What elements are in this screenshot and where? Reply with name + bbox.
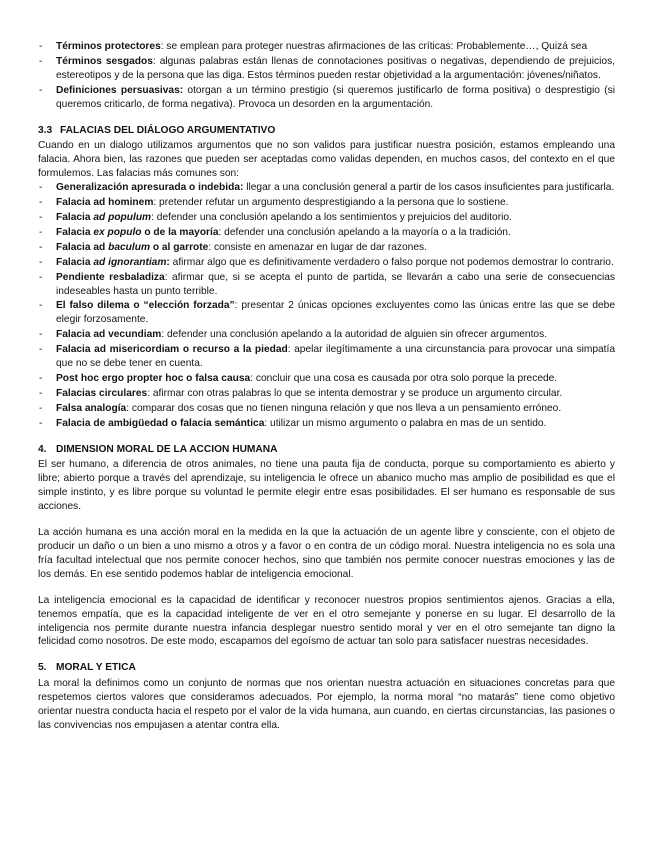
list-item: - Falacia ad ignorantiam: afirmar algo que es definitivamente verdadero o falso porque not podemos demostrar lo contrario. xyxy=(38,256,615,270)
paragraph: La inteligencia emocional es la capacidad de identificar y reconocer nuestros propios sentimientos ajenos. Gracias a ella, tenemos empatía, que es la capacidad inteligente de ver en el otro semejante y ponerse en su lugar. El desarrollo de la inteligencia nos permite durante nuestra infancia desplegar nuestro sentido moral y ver en el otro semejante tan digno la felicidad como nosotros. De este modo, escapamos del egoísmo de actuar tan solo para satisfacer nuestras necesidades. xyxy=(38,594,615,648)
rhetoric-terms-list xyxy=(38,40,615,112)
list-item: - Términos protectores: se emplean para proteger nuestras afirmaciones de las críticas: Probablemente…, Quizá sea xyxy=(38,40,615,54)
list-item: - Falacia de ambigüedad o falacia semántica: utilizar un mismo argumento o palabra en mas de un sentido. xyxy=(38,417,615,431)
list-item: - Generalización apresurada o indebida: llegar a una conclusión general a partir de los casos insuficientes para justificarla. xyxy=(38,181,615,195)
paragraph: La moral la definimos como un conjunto de normas que nos orientan nuestra actuación en situaciones concretas para que respetemos ciertos valores que consideramos adecuados. Por ejemplo, la norma moral “no matarás” tiene como objetivo orientar nuestra conducta hacia el respeto por el valor de la vida humana, aun cuando, en ciertas circunstancias, las pasiones o las convivencias nos empujasen a atentar contra ella. xyxy=(38,678,615,731)
list-item: - Falacia ex populo o de la mayoría: defender una conclusión apelando a la mayoría o a la tradición. xyxy=(38,226,615,240)
paragraph: El ser humano, a diferencia de otros animales, no tiene una pauta fija de conducta, porque su comportamiento es abierto y libre; abierto porque a través del aprendizaje, su inteligencia le ofrece un abanico mucho mas amplio de posibilidad es que el simple instinto, y es libre porque su voluntad le permite elegir entre esas posibilidades. El ser humano es responsable de sus acciones. xyxy=(38,459,615,513)
list-item: - Falsa analogía: comparar dos cosas que no tienen ninguna relación y que nos lleva a un pensamiento erróneo. xyxy=(38,402,615,416)
section-heading: 3.3 FALACIAS DEL DIÁLOGO ARGUMENTATIVO xyxy=(38,124,276,136)
paragraph: La acción humana es una acción moral en la medida en la que la actuación de un agente libre y consciente, con el objeto de producir un daño o un bien a uno mismo a otros y a favor o en contra de un código moral. Nuestra inteligencia no es sola una fría facultad intelectual que nos permite conocer hechos, sino que también nos permite conocer nuestras emociones y las de los demás. En ese sentido podemos hablar de inteligencia emocional. xyxy=(38,527,615,580)
list-item: - Pendiente resbaladiza: afirmar que, si se acepta el punto de partida, se llevarán a cabo una serie de consecuencias indeseables hasta un punto terrible. xyxy=(38,271,615,299)
section-heading: 5. MORAL Y ETICA xyxy=(38,662,136,674)
list-item: - El falso dilema o “elección forzada”: presentar 2 únicas opciones excluyentes como las únicas entre las que se debe elegir forzosamente. xyxy=(38,299,615,327)
list-item: - Términos sesgados: algunas palabras están llenas de connotaciones positivas o negativas, dependiendo de prejuicios, estereotipos y de la persona que las diga. Estos términos pueden restar objetividad a la argumentación: jóvenes/niñatos. xyxy=(38,55,615,83)
list-item: - Falacia ad baculum o al garrote: consiste en amenazar en lugar de dar razones. xyxy=(38,241,615,255)
list-item: - Falacia ad hominem: pretender refutar un argumento desprestigiando a la persona que lo sostiene. xyxy=(38,196,615,210)
section-intro: Cuando en un dialogo utilizamos argumentos que no son validos para justificar nuestra posición, estamos empleando una falacia. Ahora bien, las razones que pueden ser aceptadas como validas dependen, en muchos casos, del contexto en el que formulemos. Las falacias más comunes son: xyxy=(38,140,615,180)
list-item: - Falacia ad populum: defender una conclusión apelando a los sentimientos y prejuicios del auditorio. xyxy=(38,211,615,225)
list-item: - Falacia ad vecundiam: defender una conclusión apelando a la autoridad de alguien sin ofrecer argumentos. xyxy=(38,328,615,342)
list-item: - Falacia ad misericordiam o recurso a la piedad: apelar ilegítimamente a una circunstancia para provocar una simpatía que no se debe tener en cuenta. xyxy=(38,343,615,371)
list-item: - Falacias circulares: afirmar con otras palabras lo que se intenta demostrar y se produce un argumento circular. xyxy=(38,387,615,401)
section-heading: 4. DIMENSION MORAL DE LA ACCION HUMANA xyxy=(38,443,278,455)
list-item: - Definiciones persuasivas: otorgan a un término prestigio (si queremos justificarlo de forma positiva) o desprestigio (si queremos criticarlo, de forma negativa). Provoca un desorden en la argumentación. xyxy=(38,84,615,112)
fallacies-list xyxy=(38,181,615,430)
list-item: - Post hoc ergo propter hoc o falsa causa: concluir que una cosa es causada por otra solo porque la precede. xyxy=(38,372,615,386)
